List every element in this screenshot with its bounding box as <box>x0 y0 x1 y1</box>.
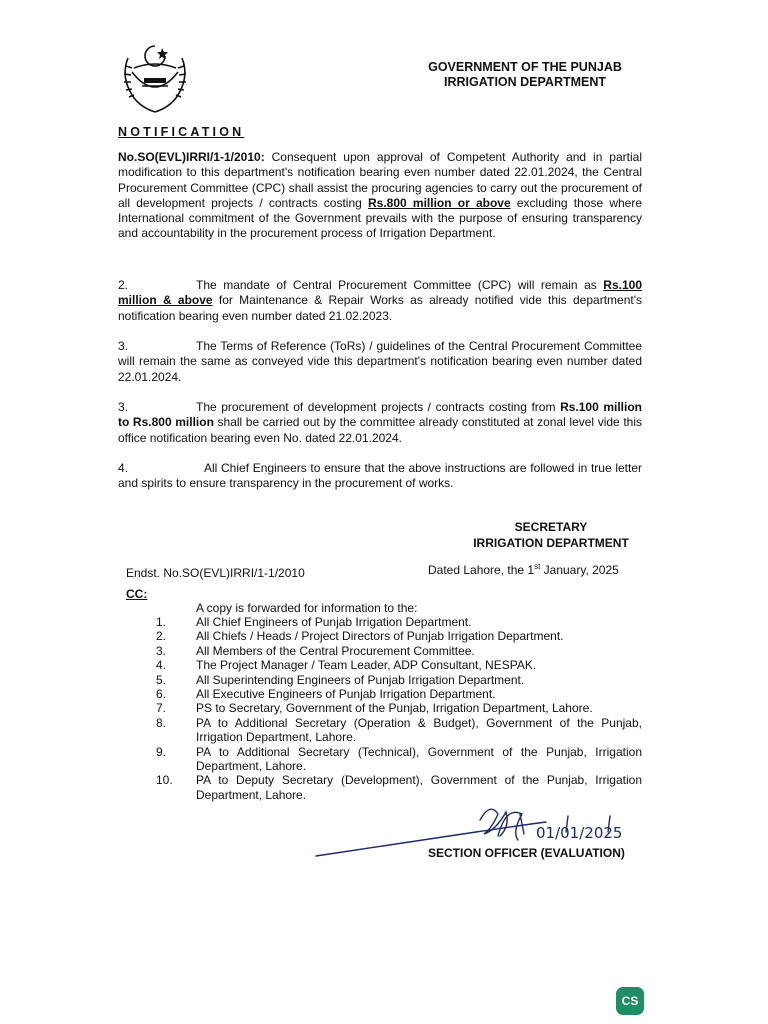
section-officer-title: SECTION OFFICER (EVALUATION) <box>428 846 625 860</box>
secretary-signatory <box>440 519 662 551</box>
header-line-government: GOVERNMENT OF THE PUNJAB <box>428 60 622 74</box>
forward-text: A copy is forwarded for information to the: <box>196 601 418 615</box>
paragraph-2-highlight: Rs.100 million & above <box>118 278 642 308</box>
paragraph-1-text-b: excluding those where International commitment of the Government prevails with the purpose of ensuring transparency and accountability in the procurement process of Irrigation Department. <box>118 195 643 241</box>
paragraph-3-text: The Terms of Reference (ToRs) / guidelines of the Central Procurement Committee will remain the same as conveyed vide this department's notification bearing even number dated 22.01.2024. <box>118 339 642 384</box>
dated-prefix: Dated Lahore, the 1 <box>428 563 535 577</box>
list-item-text: PA to Additional Secretary (Technical), Government of the Punjab, Irrigation Department, Lahore. <box>196 744 642 774</box>
notification-title: NOTIFICATION <box>118 125 245 139</box>
list-item <box>156 658 642 672</box>
paragraph-4-text-a: The procurement of development projects / contracts costing from <box>196 400 561 414</box>
paragraph-4-highlight: Rs.100 million to Rs.800 million <box>118 400 643 430</box>
dated-line <box>428 562 619 577</box>
list-item-number: 7. <box>156 701 167 716</box>
list-item <box>156 629 642 643</box>
paragraph-4-number: 3. <box>118 400 129 414</box>
paragraph-2-text-a: The mandate of Central Procurement Committee (CPC) will remain as <box>196 278 604 292</box>
list-item-number: 9. <box>156 744 167 759</box>
list-item <box>156 673 642 687</box>
paragraph-3-number: 3. <box>118 339 129 353</box>
list-item-text: The Project Manager / Team Leader, ADP Consultant, NESPAK. <box>196 658 537 673</box>
list-item-number: 6. <box>156 687 167 702</box>
list-item-text: All Chief Engineers of Punjab Irrigation Department. <box>196 615 472 629</box>
list-item-text: All Chiefs / Heads / Project Directors of Punjab Irrigation Department. <box>196 629 564 644</box>
list-item-number: 4. <box>156 658 167 673</box>
list-item <box>156 701 642 715</box>
list-item <box>156 687 642 701</box>
list-item-text: All Members of the Central Procurement Committee. <box>196 643 475 658</box>
handwritten-date: 01/01/2025 <box>536 824 623 842</box>
list-item <box>156 745 642 774</box>
camscanner-badge: CS <box>616 987 644 1015</box>
list-item-number: 8. <box>156 715 167 730</box>
paragraph-2-text-b: for Maintenance & Repair Works as already notified vide this department's notification bearing even number dated 21.02.2023. <box>118 293 642 323</box>
paragraph-4 <box>118 400 642 446</box>
paragraph-5-text: All Chief Engineers to ensure that the above instructions are followed in true letter and spirits to ensure transparency in the procurement of works. <box>118 461 642 491</box>
list-item <box>156 615 642 629</box>
list-item-text: PA to Additional Secretary (Operation & Budget), Government of the Punjab, Irrigation Department, Lahore. <box>196 715 642 745</box>
paragraph-5-number: 4. <box>118 461 129 475</box>
paragraph-5 <box>118 461 642 492</box>
cc-list <box>156 615 642 802</box>
endorsement-number: Endst. No.SO(EVL)IRRI/1-1/2010 <box>126 566 305 580</box>
department-header <box>392 60 658 90</box>
paragraph-1-highlight: Rs.800 million or above <box>368 195 511 210</box>
list-item-text: PA to Deputy Secretary (Development), Government of the Punjab, Irrigation Department, Lahore. <box>196 773 642 802</box>
dated-superscript: st <box>534 562 541 571</box>
list-item-number: 2. <box>156 629 167 644</box>
list-item <box>156 716 642 745</box>
list-item-number: 3. <box>156 643 167 658</box>
paragraph-4-text-b: shall be carried out by the committee already constituted at zonal level vide this office notification bearing even No. dated 22.01.2024. <box>118 415 642 445</box>
list-item-text: All Superintending Engineers of Punjab Irrigation Department. <box>196 672 525 687</box>
list-item-number: 5. <box>156 672 167 687</box>
paragraph-2 <box>118 278 642 324</box>
list-item-text: All Executive Engineers of Punjab Irrigation Department. <box>196 687 496 702</box>
signatory-title: SECRETARY <box>514 520 588 534</box>
paragraph-1 <box>118 150 642 242</box>
list-item-number: 10. <box>156 773 173 788</box>
signatory-department: IRRIGATION DEPARTMENT <box>473 536 629 550</box>
paragraph-1-text-a: Consequent upon approval of Competent Authority and in partial modification to this department's notification bearing even number dated 22.01.2024, the Central Procurement Committee (CPC) shall assist the procuring agencies to carry out the procurement of all development projects / contracts costing <box>118 150 642 210</box>
notification-reference: No.SO(EVL)IRRI/1-1/2010: <box>118 150 265 164</box>
dated-suffix: January, 2025 <box>540 563 619 577</box>
list-item-number: 1. <box>156 615 167 629</box>
paragraph-3 <box>118 339 642 385</box>
paragraph-2-number: 2. <box>118 278 129 292</box>
header-line-department: IRRIGATION DEPARTMENT <box>443 75 607 89</box>
cc-label: CC: <box>126 587 148 601</box>
list-item <box>156 644 642 658</box>
list-item-text: PS to Secretary, Government of the Punjab, Irrigation Department, Lahore. <box>196 701 593 716</box>
punjab-government-emblem-icon <box>118 38 192 118</box>
